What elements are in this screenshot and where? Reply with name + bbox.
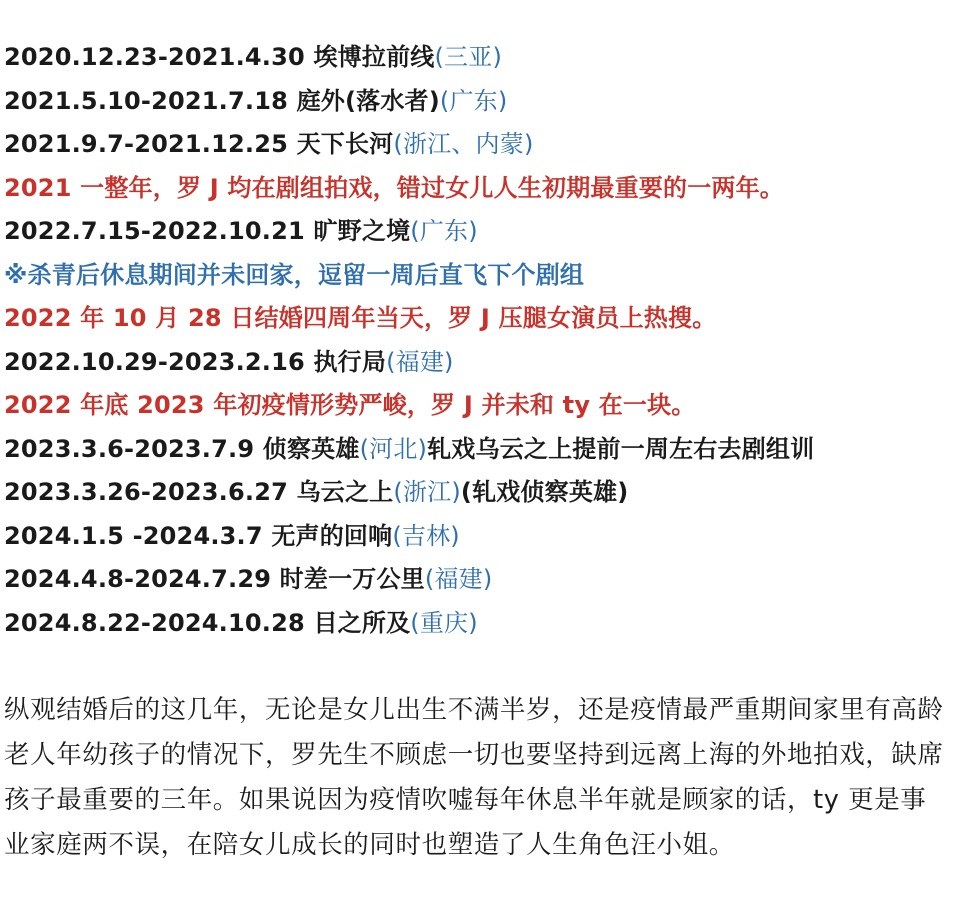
timeline-line	[4, 167, 954, 211]
timeline-line	[4, 210, 954, 254]
timeline-line	[4, 341, 954, 385]
timeline-text: 2020.12.23-2021.4.30 埃博拉前线	[4, 43, 435, 71]
timeline-location: (三亚)	[434, 43, 503, 71]
timeline-text: 2022 年底 2023 年初疫情形势严峻，罗 J 并未和 ty 在一块。	[4, 391, 696, 419]
timeline-text: 2023.3.6-2023.7.9 侦察英雄	[4, 434, 360, 463]
timeline-location: (广东)	[410, 217, 478, 245]
timeline-location: (重庆)	[410, 608, 478, 637]
timeline-text: 2021.5.10-2021.7.18 庭外(落水者)	[4, 86, 440, 115]
timeline-text: ※杀青后休息期间并未回家，逗留一周后直飞下个剧组	[4, 260, 585, 289]
timeline-line	[4, 254, 954, 298]
timeline-text: 2023.3.26-2023.6.27 乌云之上	[4, 478, 394, 506]
timeline-location: (广东)	[439, 86, 508, 115]
timeline-text: 2021 一整年，罗 J 均在剧组拍戏，错过女儿人生初期最重要的一两年。	[4, 173, 784, 202]
timeline-note: 轧戏乌云之上提前一周左右去剧组训	[427, 434, 815, 463]
timeline-text: 2024.4.8-2024.7.29 时差一万公里	[4, 565, 425, 593]
timeline-location: (浙江)	[393, 478, 461, 506]
timeline-location: (福建)	[424, 565, 493, 593]
timeline-line	[4, 297, 954, 341]
timeline-line	[4, 428, 954, 472]
timeline-line	[4, 515, 954, 559]
timeline-note: (轧戏侦察英雄)	[460, 478, 629, 506]
timeline-line	[4, 123, 954, 167]
timeline-text: 2024.8.22-2024.10.28 目之所及	[4, 608, 411, 637]
timeline-location: (浙江、内蒙)	[393, 130, 534, 158]
timeline-text: 2022.7.15-2022.10.21 旷野之境	[4, 217, 411, 245]
timeline-location: (河北)	[359, 434, 428, 463]
timeline-line	[4, 80, 954, 124]
timeline-line	[4, 471, 954, 515]
timeline-list	[4, 36, 954, 645]
timeline-line	[4, 602, 954, 646]
timeline-text: 2021.9.7-2021.12.25 天下长河	[4, 130, 394, 158]
timeline-text: 2024.1.5 -2024.3.7 无声的回响	[4, 521, 393, 550]
timeline-text: 2022 年 10 月 28 日结婚四周年当天，罗 J 压腿女演员上热搜。	[4, 304, 717, 332]
timeline-line	[4, 36, 954, 80]
timeline-location: (吉林)	[392, 521, 460, 550]
timeline-line	[4, 558, 954, 602]
summary-paragraph: 纵观结婚后的这几年，无论是女儿出生不满半岁，还是疫情最严重期间家里有高龄老人年幼孩子的情况下，罗先生不顾虑一切也要坚持到远离上海的外地拍戏，缺席孩子最重要的三年。如果说因为疫情吹嘘每年休息半年就是顾家的话，ty 更是事业家庭两不误，在陪女儿成长的同时也塑造了人生角色汪小姐。	[4, 695, 944, 860]
timeline-text: 2022.10.29-2023.2.16 执行局	[4, 347, 387, 376]
timeline-location: (福建)	[386, 347, 454, 376]
timeline-line	[4, 384, 954, 428]
